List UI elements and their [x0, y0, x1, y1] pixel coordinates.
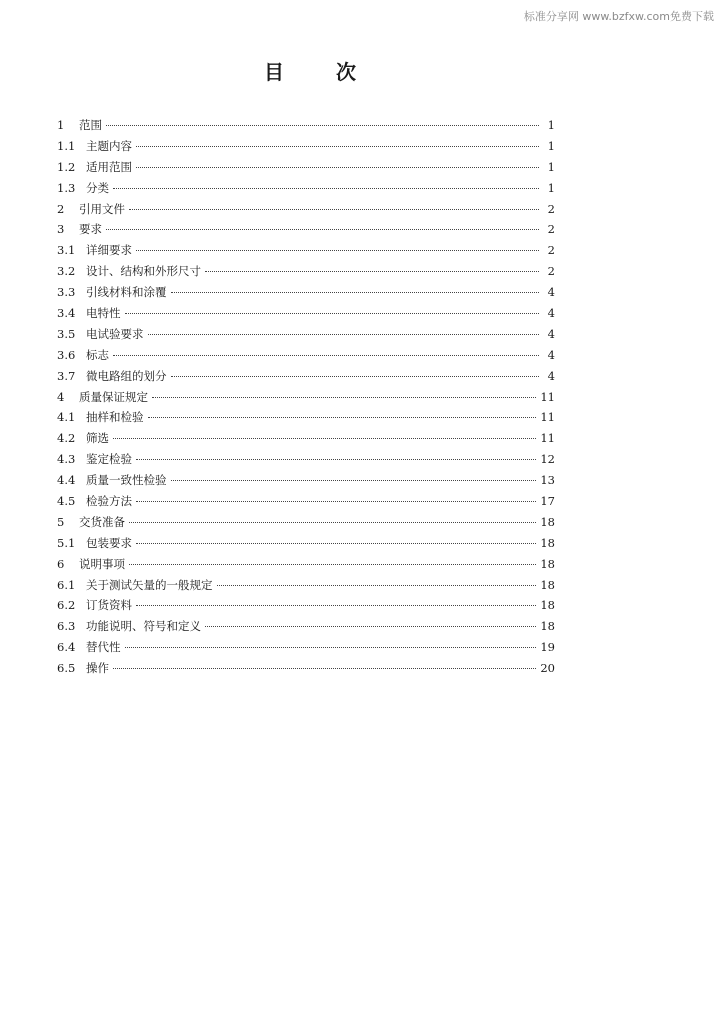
- dot-leader: [171, 480, 537, 481]
- toc-entry[interactable]: [57, 159, 555, 180]
- toc-entry[interactable]: [57, 138, 555, 159]
- dot-leader: [129, 564, 536, 565]
- dot-leader: [106, 125, 539, 126]
- page-title: 目次: [264, 60, 408, 84]
- toc-entry-number: 5: [57, 514, 65, 529]
- toc-entry-number: 4: [57, 389, 65, 404]
- dot-leader: [205, 271, 539, 272]
- toc-entry[interactable]: [57, 472, 555, 493]
- toc-entry-page: 2: [547, 201, 555, 216]
- toc-entry[interactable]: [57, 556, 555, 577]
- toc-entry-page: 12: [540, 452, 555, 467]
- dot-leader: [205, 626, 536, 627]
- toc-entry-number: 4.1: [57, 410, 76, 425]
- dot-leader: [136, 146, 539, 147]
- toc-entry[interactable]: [57, 368, 555, 389]
- toc-entry-page: 18: [540, 619, 555, 634]
- toc-entry-number: 4.2: [57, 431, 76, 446]
- dot-leader: [129, 209, 539, 210]
- toc-entry-number: 3.5: [57, 326, 76, 341]
- toc-entry[interactable]: [57, 263, 555, 284]
- toc-entry-label: 详细要求: [86, 243, 132, 258]
- toc-entry-label: 功能说明、符号和定义: [86, 619, 201, 634]
- toc-entry[interactable]: [57, 389, 555, 410]
- toc-entry-label: 订货资料: [86, 598, 132, 613]
- toc-entry-number: 6: [57, 556, 65, 571]
- toc-entry-label: 交货准备: [79, 514, 125, 529]
- toc-entry-number: 1.3: [57, 180, 76, 195]
- toc-entry-number: 6.3: [57, 619, 76, 634]
- toc-entry-number: 2: [57, 201, 65, 216]
- toc-entry-page: 18: [540, 535, 555, 550]
- toc-entry-label: 操作: [86, 661, 109, 676]
- toc-entry-label: 关于测试矢量的一般规定: [86, 577, 213, 592]
- dot-leader: [113, 355, 539, 356]
- dot-leader: [136, 250, 539, 251]
- toc-entry-label: 检验方法: [86, 494, 132, 509]
- toc-entry[interactable]: [57, 180, 555, 201]
- toc-entry[interactable]: [57, 493, 555, 514]
- dot-leader: [136, 543, 536, 544]
- dot-leader: [171, 292, 540, 293]
- toc-entry-label: 微电路组的划分: [86, 368, 167, 383]
- dot-leader: [113, 188, 539, 189]
- toc-entry[interactable]: [57, 201, 555, 222]
- toc-entry-page: 4: [547, 306, 555, 321]
- toc-entry-label: 主题内容: [86, 138, 132, 153]
- toc-entry-label: 质量保证规定: [79, 389, 148, 404]
- toc-entry[interactable]: [57, 451, 555, 472]
- toc-entry-number: 6.2: [57, 598, 76, 613]
- toc-entry-number: 6.1: [57, 577, 76, 592]
- toc-entry[interactable]: [57, 117, 555, 138]
- toc-entry-label: 引用文件: [79, 201, 125, 216]
- toc-entry-number: 3.1: [57, 243, 76, 258]
- toc-entry-page: 2: [547, 243, 555, 258]
- toc-entry-label: 适用范围: [86, 159, 132, 174]
- toc-entry-page: 11: [540, 389, 555, 404]
- toc-entry-page: 1: [547, 159, 555, 174]
- toc-entry-page: 1: [547, 118, 555, 132]
- toc-entry-number: 3.3: [57, 285, 76, 300]
- toc-entry-page: 18: [540, 598, 555, 613]
- dot-leader: [125, 647, 537, 648]
- toc-entry-page: 2: [547, 222, 555, 237]
- toc-entry-page: 4: [547, 368, 555, 383]
- toc-entry-label: 电试验要求: [86, 326, 144, 341]
- toc-entry-page: 4: [547, 285, 555, 300]
- toc-entry-label: 筛选: [86, 431, 109, 446]
- toc-entry-page: 2: [547, 264, 555, 279]
- toc-entry-number: 3.4: [57, 306, 76, 321]
- toc-entry-page: 1: [547, 138, 555, 153]
- toc-entry-page: 19: [540, 640, 555, 655]
- toc-entry-page: 1: [547, 180, 555, 195]
- toc-entry-label: 分类: [86, 180, 109, 195]
- toc-entry-label: 包装要求: [86, 535, 132, 550]
- dot-leader: [125, 313, 540, 314]
- toc-entry-page: 4: [547, 347, 555, 362]
- toc-entry-number: 3.2: [57, 264, 76, 279]
- toc-entry-label: 范围: [79, 118, 102, 132]
- dot-leader: [171, 376, 540, 377]
- toc-entry-label: 要求: [79, 222, 102, 237]
- dot-leader: [148, 334, 540, 335]
- toc-entry[interactable]: [57, 305, 555, 326]
- toc-entry[interactable]: [57, 597, 555, 618]
- toc-entry[interactable]: [57, 618, 555, 639]
- toc-entry-number: 1: [57, 118, 65, 132]
- toc-entry-page: 13: [540, 473, 555, 488]
- toc-entry-number: 3: [57, 222, 65, 237]
- toc-entry[interactable]: [57, 430, 555, 451]
- dot-leader: [136, 459, 536, 460]
- toc-entry[interactable]: [57, 326, 555, 347]
- table-of-contents: [57, 117, 555, 681]
- dot-leader: [136, 605, 536, 606]
- toc-entry-label: 说明事项: [79, 556, 125, 571]
- toc-entry-page: 18: [540, 556, 555, 571]
- toc-entry-label: 替代性: [86, 640, 121, 655]
- toc-entry-number: 6.4: [57, 640, 76, 655]
- dot-leader: [129, 522, 536, 523]
- toc-entry-page: 18: [540, 514, 555, 529]
- dot-leader: [152, 397, 536, 398]
- toc-entry-page: 11: [540, 410, 555, 425]
- dot-leader: [106, 229, 539, 230]
- dot-leader: [136, 167, 539, 168]
- toc-entry[interactable]: [57, 242, 555, 263]
- toc-entry-label: 电特性: [86, 306, 121, 321]
- toc-entry-number: 1.2: [57, 159, 76, 174]
- toc-entry-number: 1.1: [57, 138, 76, 153]
- toc-entry-number: 6.5: [57, 661, 76, 676]
- toc-entry-label: 抽样和检验: [86, 410, 144, 425]
- toc-entry-page: 17: [540, 494, 555, 509]
- dot-leader: [148, 417, 537, 418]
- toc-entry-number: 4.3: [57, 452, 76, 467]
- toc-entry[interactable]: [57, 409, 555, 430]
- toc-entry[interactable]: [57, 221, 555, 242]
- toc-entry[interactable]: [57, 514, 555, 535]
- toc-entry-label: 质量一致性检验: [86, 473, 167, 488]
- toc-entry-number: 3.6: [57, 347, 76, 362]
- toc-entry-page: 4: [547, 326, 555, 341]
- dot-leader: [113, 438, 536, 439]
- toc-entry[interactable]: [57, 284, 555, 305]
- toc-entry-number: 4.4: [57, 473, 76, 488]
- dot-leader: [113, 668, 536, 669]
- toc-entry[interactable]: [57, 347, 555, 368]
- watermark-text: 标准分享网 www.bzfxw.com免费下载: [523, 10, 714, 23]
- toc-entry-number: 5.1: [57, 535, 76, 550]
- toc-entry-page: 18: [540, 577, 555, 592]
- toc-entry-page: 20: [540, 661, 555, 676]
- toc-entry[interactable]: [57, 660, 555, 681]
- dot-leader: [217, 585, 537, 586]
- dot-leader: [136, 501, 536, 502]
- toc-entry[interactable]: [57, 639, 555, 660]
- toc-entry[interactable]: [57, 577, 555, 598]
- toc-entry-number: 3.7: [57, 368, 76, 383]
- toc-entry[interactable]: [57, 535, 555, 556]
- toc-entry-label: 引线材料和涂覆: [86, 285, 167, 300]
- toc-entry-label: 鉴定检验: [86, 452, 132, 467]
- toc-entry-number: 4.5: [57, 494, 76, 509]
- toc-entry-page: 11: [540, 431, 555, 446]
- toc-entry-label: 设计、结构和外形尺寸: [86, 264, 201, 279]
- toc-entry-label: 标志: [86, 347, 109, 362]
